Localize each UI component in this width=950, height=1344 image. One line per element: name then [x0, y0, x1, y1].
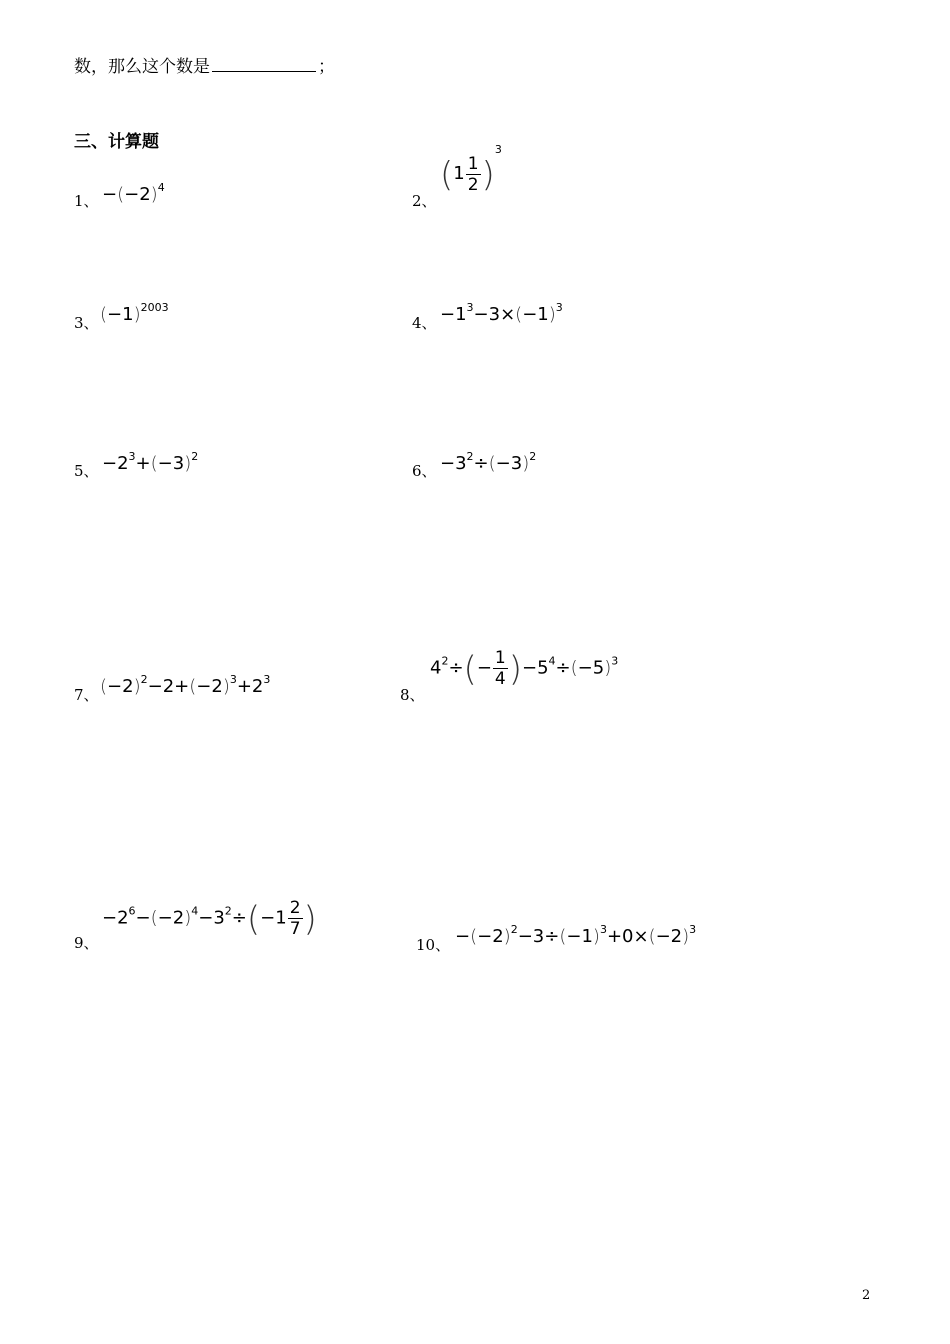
item-4-label: 4、 — [412, 314, 437, 332]
item-1-expression: $-(-2)^4$ — [102, 181, 165, 205]
item-9-expression: $-2^6-(-2)^4-3^2\div(-1$ $\frac{2}{7}$ ) — [102, 898, 317, 940]
item-6-expression: $-3^2\div(-3)^2$ — [440, 450, 537, 474]
item-7-label: 7、 — [74, 686, 99, 704]
item-2-expression: (1 $\frac{1}{2}$ )$^3$ — [440, 143, 502, 195]
item-9-label: 9、 — [74, 934, 99, 952]
top-line-text: 数，那么这个数是 — [74, 57, 210, 77]
item-7-expression: $(-2)^2-2+(-2)^3+2^3$ — [100, 673, 271, 697]
top-line — [74, 52, 335, 77]
item-10-label: 10、 — [416, 936, 451, 954]
item-2-label: 2、 — [412, 192, 437, 210]
section-title: 三、计算题 — [74, 132, 159, 152]
item-8-expression: $4^2\div(-$ $\frac{1}{4}$ )$-5^4\div(-5)^3$ — [430, 648, 619, 690]
item-10-expression: $-(-2)^2-3\div(-1)^3+0\times(-2)^3$ — [455, 923, 697, 947]
item-1-label: 1、 — [74, 192, 99, 210]
page-number: 2 — [862, 1288, 871, 1303]
answer-blank — [212, 57, 316, 72]
top-line-end: ； — [318, 57, 335, 77]
item-4-expression: $-1^3-3\times(-1)^3$ — [440, 301, 563, 325]
item-6-label: 6、 — [412, 462, 437, 480]
item-5-label: 5、 — [74, 462, 99, 480]
item-3-label: 3、 — [74, 314, 99, 332]
item-3-expression: $(-1)^{2003}$ — [100, 301, 169, 325]
item-5-expression: $-2^3+(-3)^2$ — [102, 450, 199, 474]
item-8-label: 8、 — [400, 686, 425, 704]
